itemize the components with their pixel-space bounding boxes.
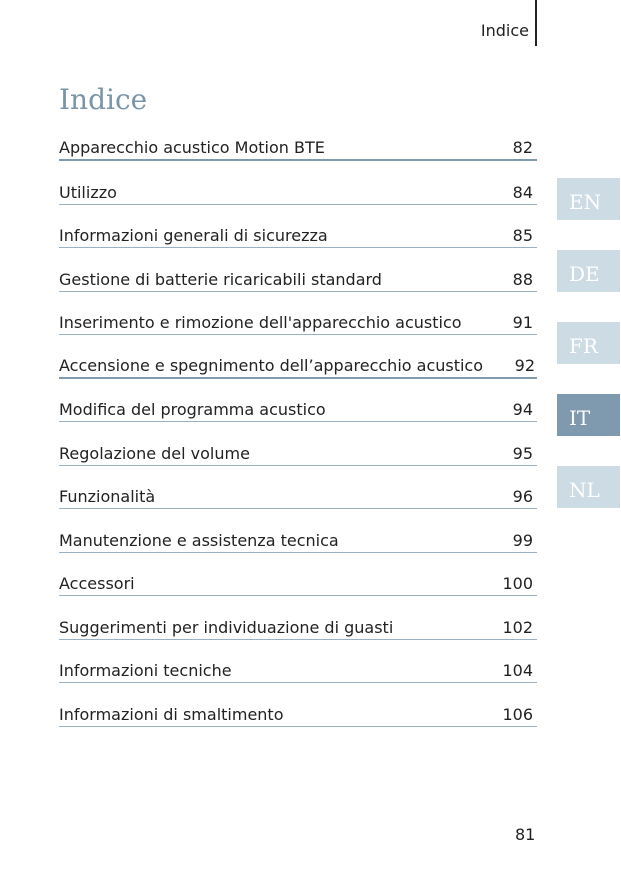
toc-entry[interactable] bbox=[59, 379, 537, 423]
toc-entry-title: Suggerimenti per individuazione di guasti bbox=[59, 617, 394, 637]
toc-entry-title: Inserimento e rimozione dell'apparecchio acustico bbox=[59, 313, 462, 332]
toc-entry[interactable] bbox=[59, 128, 537, 161]
language-tab-en[interactable]: EN bbox=[557, 178, 620, 220]
language-tab-it[interactable]: IT bbox=[557, 394, 620, 436]
toc-entry-title: Gestione di batterie ricaricabili standard bbox=[59, 269, 382, 289]
toc-entry[interactable] bbox=[59, 466, 537, 510]
page-title: Indice bbox=[59, 83, 148, 116]
toc-entry-page: 85 bbox=[512, 226, 533, 245]
toc-entry[interactable] bbox=[59, 161, 537, 205]
toc-entry-page: 95 bbox=[512, 443, 533, 463]
toc-entry-title: Informazioni generali di sicurezza bbox=[59, 226, 328, 245]
toc-entry-page: 88 bbox=[512, 269, 533, 289]
toc-entry[interactable] bbox=[59, 292, 537, 336]
page-number: 81 bbox=[515, 825, 536, 844]
toc-entry-title: Informazioni tecniche bbox=[59, 661, 232, 680]
toc-entry-page: 100 bbox=[502, 574, 533, 593]
toc-entry-page: 96 bbox=[512, 487, 533, 506]
toc-entry[interactable] bbox=[59, 596, 537, 640]
toc-entry-page: 106 bbox=[502, 704, 533, 724]
toc-entry-page: 92 bbox=[514, 355, 535, 375]
toc-entry-title: Regolazione del volume bbox=[59, 443, 250, 463]
toc-entry-page: 91 bbox=[512, 313, 533, 332]
toc-entry[interactable] bbox=[59, 248, 537, 292]
toc-entry-title: Manutenzione e assistenza tecnica bbox=[59, 530, 339, 550]
toc-entry-page: 104 bbox=[502, 661, 533, 680]
toc-entry-page: 99 bbox=[512, 530, 533, 550]
toc-entry-title: Apparecchio acustico Motion BTE bbox=[59, 138, 325, 157]
language-tab-nl[interactable]: NL bbox=[557, 466, 620, 508]
toc-entry-title: Accessori bbox=[59, 574, 135, 593]
language-tab-fr[interactable]: FR bbox=[557, 322, 620, 364]
toc-entry[interactable] bbox=[59, 683, 537, 727]
header-rule bbox=[535, 0, 537, 46]
toc-entry[interactable] bbox=[59, 509, 537, 553]
toc-entry[interactable] bbox=[59, 640, 537, 684]
toc-entry-title: Informazioni di smaltimento bbox=[59, 704, 284, 724]
toc-entry-title: Funzionalità bbox=[59, 487, 156, 506]
toc-entry-page: 94 bbox=[512, 400, 533, 419]
running-header: Indice bbox=[480, 21, 529, 40]
toc-entry-title: Accensione e spegnimento dell’apparecchio acustico bbox=[59, 355, 484, 375]
toc-entry[interactable] bbox=[59, 422, 537, 466]
toc-entry-page: 82 bbox=[512, 138, 533, 157]
toc-entry-page: 84 bbox=[512, 182, 533, 202]
toc-entry-title: Utilizzo bbox=[59, 182, 117, 202]
toc-entry-title: Modifica del programma acustico bbox=[59, 400, 326, 419]
toc-entry[interactable] bbox=[59, 553, 537, 597]
table-of-contents bbox=[59, 128, 537, 727]
language-tab-de[interactable]: DE bbox=[557, 250, 620, 292]
toc-entry[interactable] bbox=[59, 205, 537, 249]
toc-entry[interactable] bbox=[59, 335, 537, 379]
toc-entry-page: 102 bbox=[502, 617, 533, 637]
